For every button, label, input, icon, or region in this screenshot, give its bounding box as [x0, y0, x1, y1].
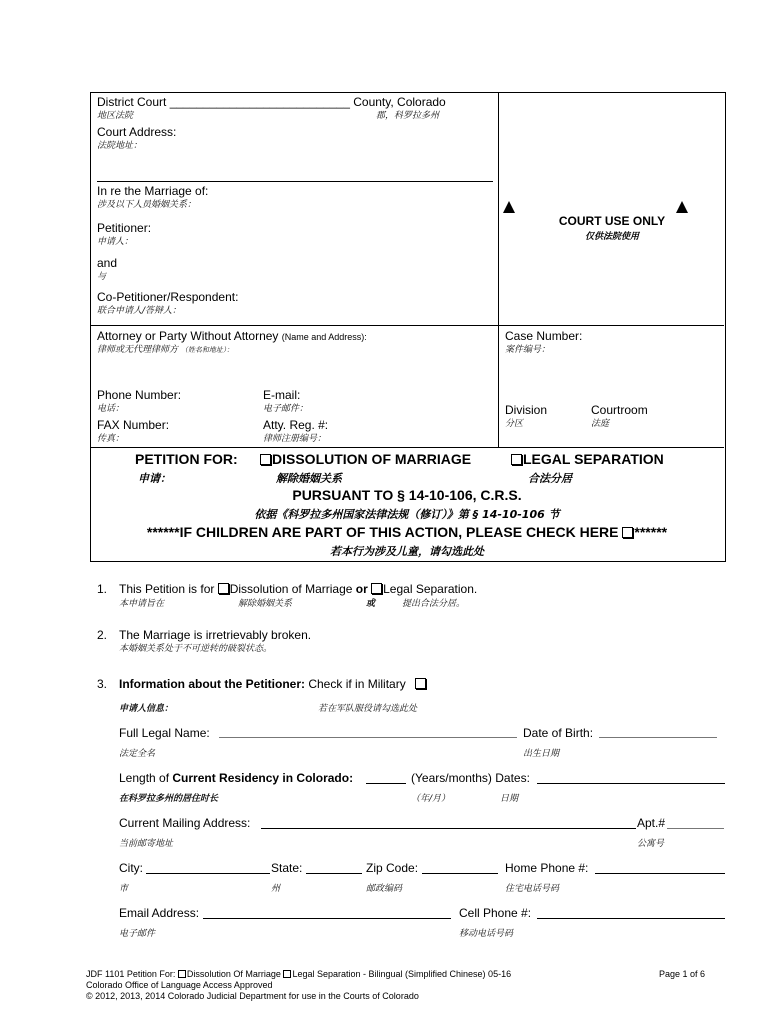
- children-line: [90, 524, 724, 540]
- cell-phone-zh: 移动电话号码: [459, 929, 514, 939]
- item1-zh-c: 提出合法分居。: [402, 599, 466, 609]
- and-zh: 与: [97, 272, 107, 282]
- apt-zh: 公寓号: [637, 839, 665, 849]
- item1-separation-checkbox[interactable]: [371, 583, 382, 594]
- right-triangle-icon: [676, 201, 688, 213]
- state-label: State:: [271, 861, 303, 875]
- cell-phone-label: Cell Phone #:: [459, 906, 532, 920]
- attorney-sub-zh: （姓名和地址）：: [180, 346, 234, 354]
- dob-zh: 出生日期: [523, 749, 560, 759]
- residency-units-zh: （年/月）: [411, 794, 451, 804]
- footer-form-id: JDF 1101 Petition For:: [86, 969, 176, 979]
- city-zh: 市: [119, 884, 129, 894]
- cell-phone-field[interactable]: [537, 918, 725, 919]
- item2-number: 2.: [97, 628, 108, 642]
- court-address-label: Court Address:: [97, 125, 177, 139]
- dob-label: Date of Birth:: [523, 726, 594, 740]
- full-name-zh: 法定全名: [119, 749, 156, 759]
- state-zh: 州: [271, 884, 281, 894]
- legal-separation-checkbox[interactable]: [511, 454, 522, 465]
- item1-number: 1.: [97, 582, 108, 596]
- district-court-blank[interactable]: ___________________________: [169, 95, 350, 109]
- item1-line: [119, 582, 477, 596]
- attorney-zh: 律师或无代理律师方: [97, 345, 179, 355]
- dates-zh: 日期: [500, 794, 519, 804]
- item1-separation-label: Legal Separation.: [383, 582, 478, 596]
- email-zh: 电子邮件：: [263, 404, 309, 414]
- apt-field[interactable]: [667, 828, 724, 829]
- city-field[interactable]: [146, 873, 270, 874]
- caption-divider-vertical: [498, 92, 499, 448]
- pursuant-zh: 依据《科罗拉多州国家法律法规（修订）》第 § 14-10-106 节: [254, 508, 560, 521]
- in-re-zh: 涉及以下人员婚姻关系：: [97, 200, 197, 210]
- atty-reg-label: Atty. Reg. #:: [263, 418, 329, 432]
- attorney-zh-line: [97, 345, 233, 356]
- page-number: Page 1 of 6: [659, 969, 706, 979]
- footer-separation-text: Legal Separation - Bilingual (Simplified Chinese) 05-16: [292, 969, 512, 979]
- footer-copyright: © 2012, 2013, 2014 Colorado Judicial Department for use in the Courts of Colorado: [86, 991, 419, 1001]
- county-zh: 郡，科罗拉多州: [376, 111, 440, 121]
- dob-field[interactable]: [599, 737, 717, 738]
- footer-dissolution-text: Dissolution Of Marriage: [186, 969, 281, 979]
- military-zh: 若在军队服役请勾选此处: [318, 704, 418, 714]
- item1-zh-b: 解除婚姻关系: [238, 599, 293, 609]
- and-label: and: [97, 256, 118, 270]
- item2-zh: 本婚姻关系处于不可逆转的破裂状态。: [119, 644, 273, 654]
- footer-line2: Colorado Office of Language Access Approved: [86, 980, 273, 990]
- item1-zh-or: 或: [366, 599, 376, 609]
- phone-zh: 电话：: [97, 404, 125, 414]
- apt-label: Apt.#: [637, 816, 666, 830]
- petition-for-zh: 申请：: [138, 472, 171, 485]
- item1-dissolution-checkbox[interactable]: [218, 583, 229, 594]
- full-name-label: Full Legal Name:: [119, 726, 210, 740]
- district-court-zh: 地区法院: [97, 111, 134, 121]
- footer-separation-checkbox-icon: [283, 970, 291, 978]
- division-zh: 分区: [505, 419, 524, 429]
- mailing-field[interactable]: [261, 828, 636, 829]
- children-label: ******IF CHILDREN ARE PART OF THIS ACTION, PLEASE CHECK HERE: [146, 524, 619, 540]
- item3-title-zh: 申请人信息：: [119, 704, 174, 714]
- attorney-label: Attorney or Party Without Attorney: [97, 329, 279, 343]
- item1-dissolution-label: Dissolution of Marriage: [229, 582, 353, 596]
- co-petitioner-label: Co-Petitioner/Respondent:: [97, 290, 239, 304]
- fax-label: FAX Number:: [97, 418, 170, 432]
- zip-field[interactable]: [422, 873, 498, 874]
- case-number-label: Case Number:: [505, 329, 583, 343]
- email-address-label: Email Address:: [119, 906, 200, 920]
- court-address-line: [97, 181, 493, 182]
- district-court-label: District Court: [97, 95, 167, 109]
- atty-reg-zh: 律师注册编号：: [263, 434, 327, 444]
- legal-separation-zh: 合法分居: [528, 472, 572, 485]
- footer-dissolution-checkbox-icon: [178, 970, 186, 978]
- zip-label: Zip Code:: [366, 861, 419, 875]
- dissolution-label: DISSOLUTION OF MARRIAGE: [272, 451, 472, 467]
- residency-length-field[interactable]: [366, 783, 406, 784]
- zip-zh: 邮政编码: [366, 884, 403, 894]
- full-name-field[interactable]: [219, 737, 517, 738]
- phone-label: Phone Number:: [97, 388, 182, 402]
- item1-text: This Petition is for: [119, 582, 215, 596]
- mailing-label: Current Mailing Address:: [119, 816, 251, 830]
- courtroom-zh: 法庭: [591, 419, 610, 429]
- city-label: City:: [119, 861, 143, 875]
- in-re-label: In re the Marriage of:: [97, 184, 209, 198]
- district-court-line: [97, 95, 446, 109]
- item2-text: The Marriage is irretrievably broken.: [119, 628, 312, 642]
- dissolution-option[interactable]: [260, 451, 471, 467]
- attorney-sub-label: (Name and Address):: [281, 332, 367, 342]
- legal-separation-label: LEGAL SEPARATION: [523, 451, 664, 467]
- petitioner-zh: 申请人：: [97, 237, 134, 247]
- county-label: County, Colorado: [353, 95, 446, 109]
- residency-zh: 在科罗拉多州的居住时长: [119, 794, 219, 804]
- item3-title: Information about the Petitioner:: [119, 677, 305, 691]
- legal-separation-option[interactable]: [511, 451, 664, 467]
- court-address-zh: 法院地址：: [97, 141, 143, 151]
- item1-or: or: [355, 582, 368, 596]
- item3-line: [119, 677, 427, 691]
- courtroom-label: Courtroom: [591, 403, 648, 417]
- division-label: Division: [505, 403, 548, 417]
- attorney-line: [97, 329, 367, 344]
- court-use-only-label: COURT USE ONLY: [558, 214, 666, 228]
- children-suffix: ******: [634, 524, 668, 540]
- home-phone-label: Home Phone #:: [505, 861, 589, 875]
- residency-prefix: Length of: [119, 771, 170, 785]
- home-phone-zh: 住宅电话号码: [505, 884, 560, 894]
- co-petitioner-zh: 联合申请人/答辩人：: [97, 306, 182, 316]
- footer-line1: [86, 969, 511, 980]
- item1-zh-a: 本申请旨在: [119, 599, 165, 609]
- court-use-only-zh: 仅供法院使用: [584, 232, 639, 242]
- military-checkbox[interactable]: [415, 678, 426, 689]
- dissolution-zh: 解除婚姻关系: [276, 472, 342, 485]
- item3-number: 3.: [97, 677, 108, 691]
- email-address-zh: 电子邮件: [119, 929, 156, 939]
- caption-divider-title: [90, 447, 724, 448]
- petitioner-label: Petitioner:: [97, 221, 152, 235]
- children-checkbox[interactable]: [622, 527, 633, 538]
- email-address-field[interactable]: [203, 918, 451, 919]
- pursuant-heading: PURSUANT TO § 14-10-106, C.R.S.: [292, 487, 522, 503]
- military-label: Check if in Military: [308, 677, 406, 691]
- case-number-zh: 案件编号：: [505, 345, 551, 355]
- caption-divider-attorney: [90, 325, 724, 326]
- left-triangle-icon: [503, 201, 515, 213]
- dissolution-checkbox[interactable]: [260, 454, 271, 465]
- petition-for-label: PETITION FOR:: [135, 451, 238, 467]
- state-field[interactable]: [306, 873, 362, 874]
- residency-units-label: (Years/months) Dates:: [411, 771, 530, 785]
- children-zh: 若本行为涉及儿童，请勾选此处: [330, 545, 484, 558]
- residency-label: Current Residency in Colorado:: [172, 771, 354, 785]
- email-label: E-mail:: [263, 388, 301, 402]
- residency-dates-field[interactable]: [537, 783, 725, 784]
- residency-line: [119, 771, 353, 785]
- mailing-zh: 当前邮寄地址: [119, 839, 174, 849]
- fax-zh: 传真：: [97, 434, 125, 444]
- home-phone-field[interactable]: [595, 873, 725, 874]
